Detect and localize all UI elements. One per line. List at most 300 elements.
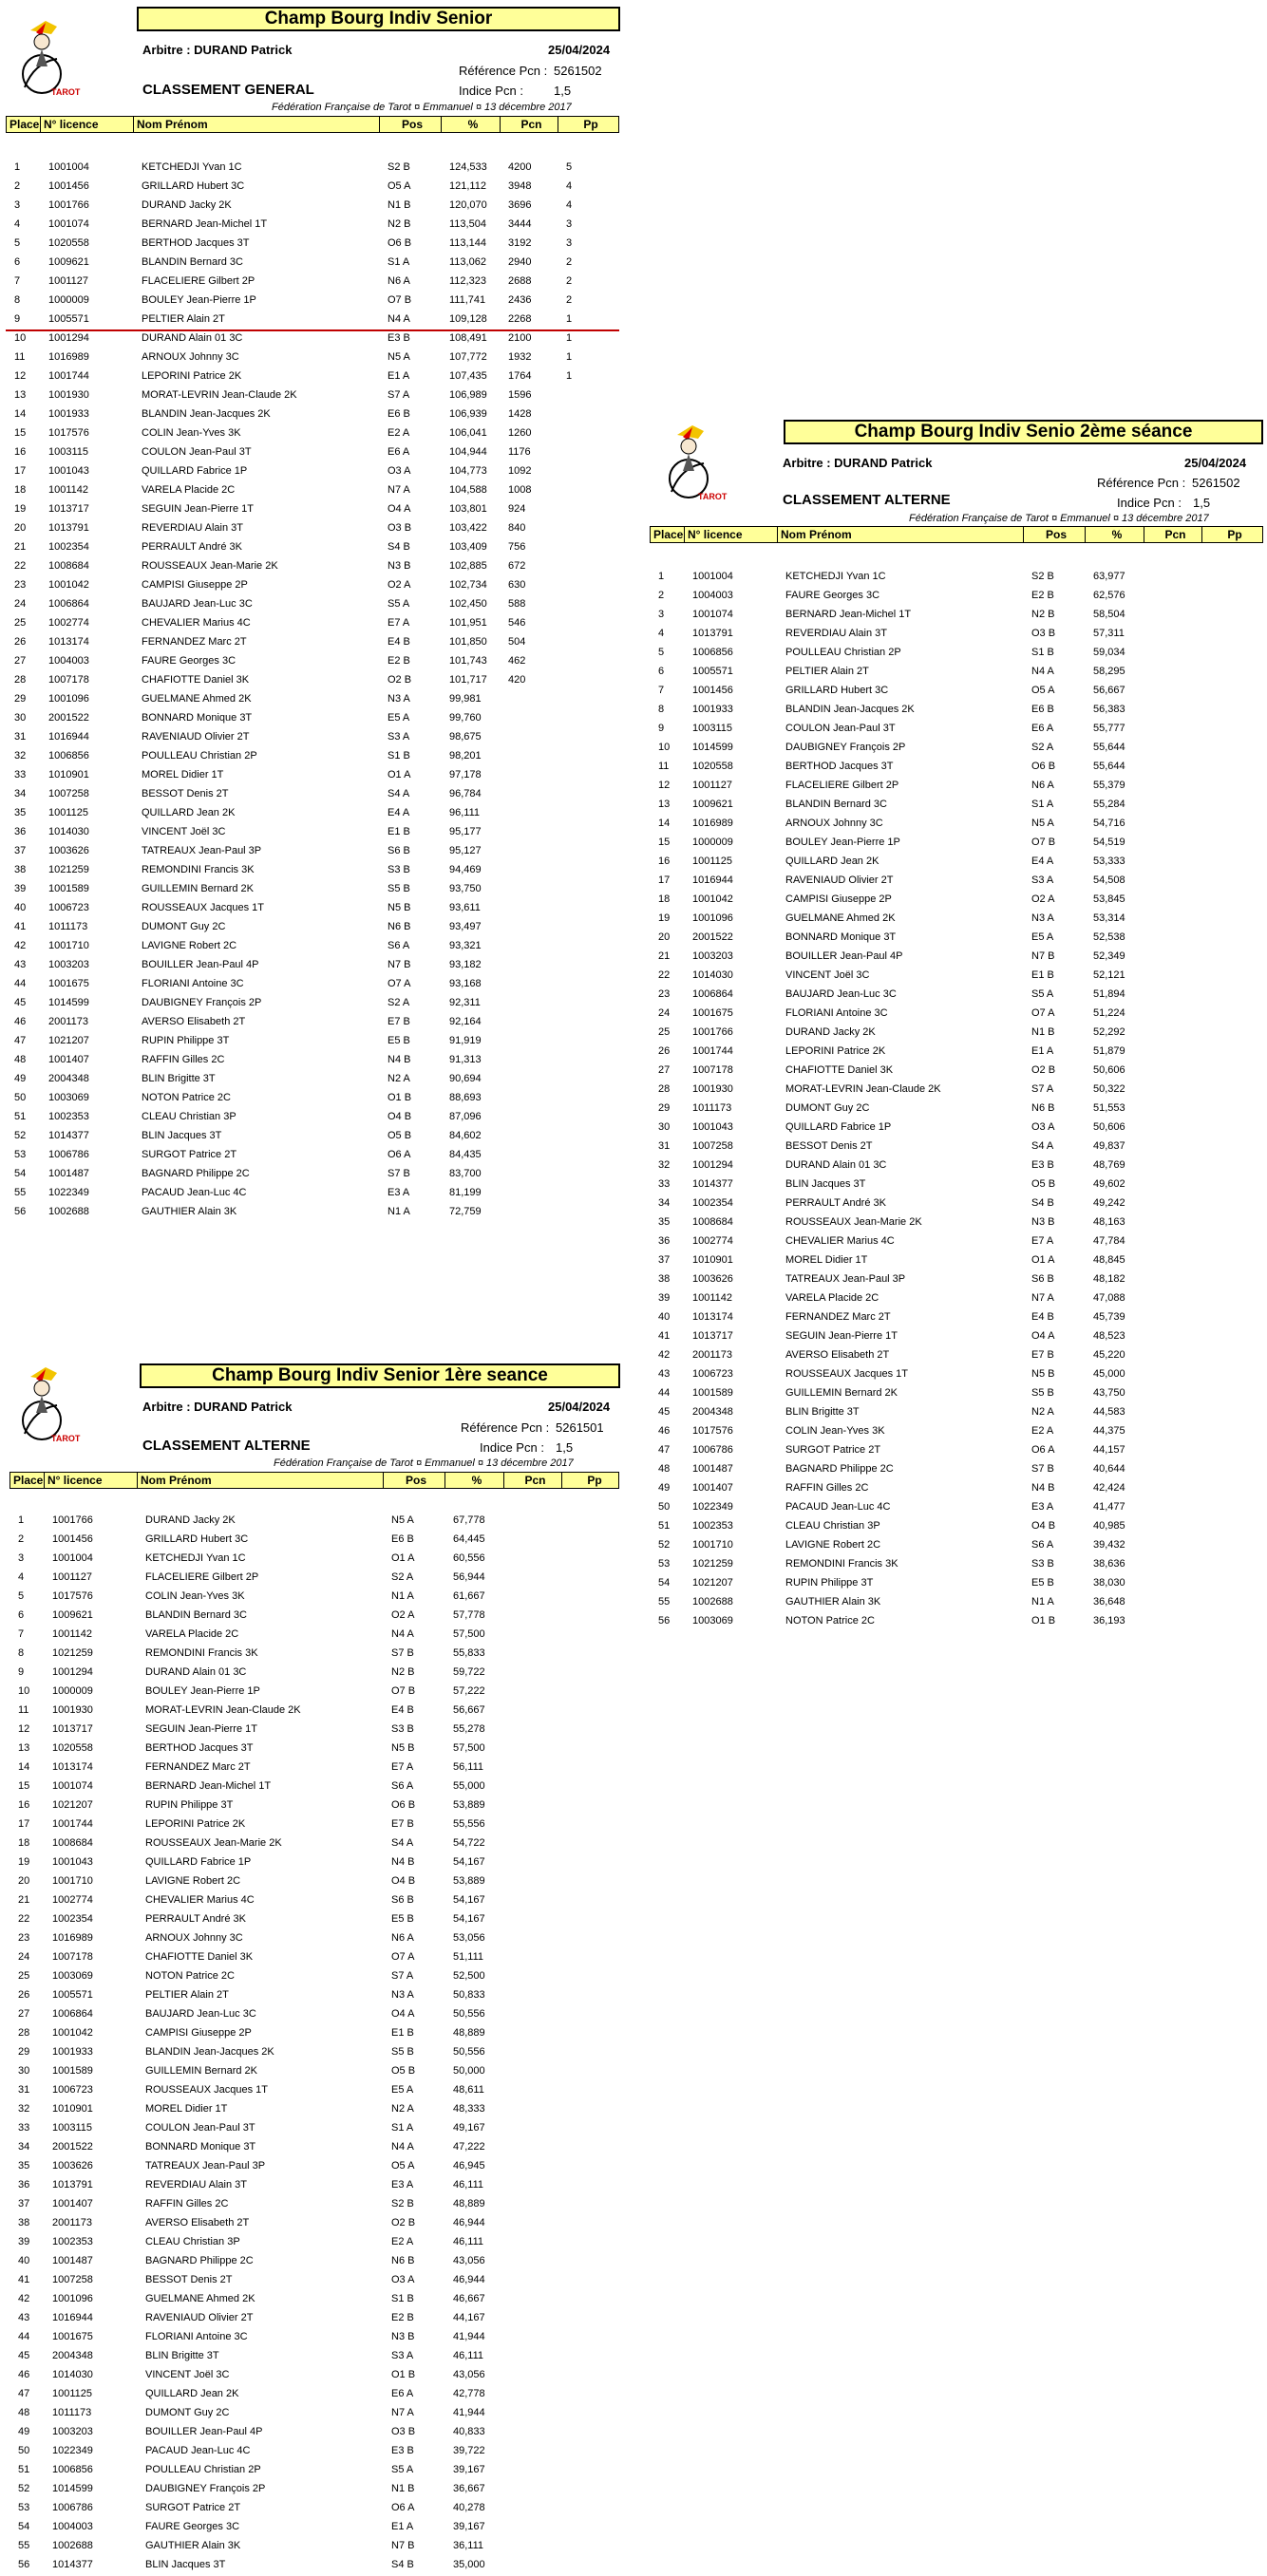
cell-licence: 1022349 (48, 1187, 89, 1198)
table-row (9, 2499, 623, 2518)
cell-place: 29 (18, 2046, 30, 2058)
cell-pos: E4 B (388, 636, 410, 648)
column-separator (1201, 527, 1202, 542)
cell-pos: S7 A (391, 1970, 414, 1982)
cell-licence: 1013791 (52, 2179, 93, 2191)
cell-licence: 1017576 (692, 1425, 733, 1437)
cell-pos: O1 A (391, 1552, 415, 1564)
cell-licence: 1003626 (52, 2160, 93, 2172)
cell-pct: 107,772 (449, 351, 487, 363)
cell-licence: 1001004 (52, 1552, 93, 1564)
cell-licence: 1002774 (692, 1235, 733, 1247)
cell-pos: S1 B (1031, 647, 1054, 658)
cell-pos: E4 B (391, 1704, 414, 1716)
cell-place: 30 (658, 1121, 671, 1133)
cell-licence: 1001407 (48, 1054, 89, 1065)
cell-pct: 92,311 (449, 997, 481, 1008)
cell-pcn: 1428 (508, 408, 532, 420)
cell-nom: REMONDINI Francis 3K (142, 864, 255, 875)
cell-pos: N7 B (1031, 950, 1055, 962)
cell-pos: E5 A (391, 2084, 414, 2096)
cell-place: 26 (14, 636, 27, 648)
cell-pos: O2 B (391, 2217, 416, 2228)
cell-nom: FLACELIERE Gilbert 2P (142, 275, 255, 287)
table-row (6, 538, 619, 557)
cell-pcn: 1260 (508, 427, 532, 439)
cell-pos: S4 B (391, 2559, 414, 2570)
cell-licence: 1003069 (692, 1615, 733, 1626)
table-row (9, 2081, 623, 2100)
cell-pct: 46,111 (453, 2236, 484, 2247)
table-row (650, 1517, 1263, 1536)
cell-place: 27 (658, 1064, 671, 1076)
cell-pct: 53,056 (453, 1932, 485, 1944)
cell-place: 30 (18, 2065, 30, 2077)
table-row (9, 1739, 623, 1758)
cell-pp: 1 (566, 313, 573, 325)
cell-licence: 1001142 (48, 484, 89, 496)
cell-licence: 1021207 (48, 1035, 89, 1046)
cell-place: 51 (14, 1111, 27, 1122)
cell-nom: BAUJARD Jean-Luc 3C (142, 598, 253, 610)
column-header-pp: Pp (583, 118, 598, 131)
table-row (6, 614, 619, 633)
cell-licence: 1001004 (692, 571, 733, 582)
cell-place: 23 (18, 1932, 30, 1944)
cell-pp: 2 (566, 275, 573, 287)
cell-pct: 94,469 (449, 864, 482, 875)
cell-pos: N4 A (391, 1628, 414, 1640)
table-row (6, 690, 619, 709)
cell-licence: 1001127 (692, 780, 733, 791)
cell-pos: S5 A (1031, 988, 1054, 1000)
table-row (9, 2518, 623, 2537)
cell-nom: CLEAU Christian 3P (785, 1520, 880, 1532)
cell-pct: 40,833 (453, 2426, 485, 2437)
cell-licence: 2004348 (52, 2350, 93, 2361)
cell-pct: 52,349 (1093, 950, 1125, 962)
seance2-indice-label: Indice Pcn : (1117, 496, 1182, 510)
cell-nom: FERNANDEZ Marc 2T (785, 1311, 891, 1323)
table-row (650, 1232, 1263, 1251)
cell-pct: 104,944 (449, 446, 487, 458)
column-header-pct: % (1111, 528, 1123, 541)
cell-nom: KETCHEDJI Yvan 1C (145, 1552, 246, 1564)
cell-licence: 1014377 (692, 1178, 733, 1190)
cell-pct: 48,889 (453, 2198, 485, 2209)
cell-licence: 1001456 (48, 180, 89, 192)
cell-nom: SEGUIN Jean-Pierre 1T (142, 503, 254, 515)
table-row (6, 1051, 619, 1070)
cell-nom: BLANDIN Jean-Jacques 2K (145, 2046, 274, 2058)
cell-place: 50 (658, 1501, 671, 1513)
cell-pct: 62,576 (1093, 590, 1125, 601)
cell-pct: 57,778 (453, 1609, 485, 1621)
cell-pcn: 546 (508, 617, 526, 629)
cell-place: 8 (658, 704, 665, 715)
cell-place: 3 (14, 199, 21, 211)
cell-licence: 1013717 (52, 1723, 93, 1735)
cell-pct: 93,750 (449, 883, 482, 894)
cell-licence: 1002353 (48, 1111, 89, 1122)
cell-nom: FLACELIERE Gilbert 2P (145, 1571, 259, 1583)
cell-pct: 49,837 (1093, 1140, 1125, 1152)
cell-licence: 1014599 (692, 742, 733, 753)
cell-licence: 1001074 (52, 1780, 93, 1792)
cell-pct: 40,644 (1093, 1463, 1125, 1475)
cell-pct: 93,611 (449, 902, 481, 913)
cell-pct: 108,491 (449, 332, 487, 344)
cell-pct: 53,889 (453, 1799, 485, 1811)
cell-licence: 1001125 (48, 807, 89, 818)
cell-pct: 93,182 (449, 959, 482, 970)
table-row (650, 644, 1263, 663)
cell-nom: BLIN Jacques 3T (145, 2559, 226, 2570)
cell-place: 42 (18, 2293, 30, 2304)
cell-pct: 101,717 (449, 674, 487, 686)
cell-nom: CAMPISI Giuseppe 2P (145, 2027, 252, 2039)
cell-nom: RUPIN Philippe 3T (785, 1577, 874, 1589)
cell-place: 34 (14, 788, 27, 799)
cell-pcn: 2688 (508, 275, 532, 287)
cell-pos: E5 A (388, 712, 410, 724)
cell-pp: 1 (566, 332, 573, 344)
cell-licence: 2001522 (52, 2141, 93, 2153)
table-row (650, 872, 1263, 891)
cell-pos: N6 A (1031, 780, 1054, 791)
cell-pcn: 1008 (508, 484, 532, 496)
cell-licence: 1001043 (52, 1856, 93, 1868)
cell-licence: 1003203 (52, 2426, 93, 2437)
cell-licence: 1001710 (692, 1539, 733, 1551)
cell-licence: 1004003 (48, 655, 89, 667)
table-row (9, 2290, 623, 2309)
cell-nom: FERNANDEZ Marc 2T (145, 1761, 251, 1773)
cell-pos: O5 B (391, 2065, 416, 2077)
cell-nom: FLORIANI Antoine 3C (145, 2331, 248, 2342)
cell-pcn: 1176 (508, 446, 531, 458)
cell-place: 1 (18, 1514, 25, 1526)
table-row (9, 1720, 623, 1739)
cell-pct: 51,894 (1093, 988, 1125, 1000)
cell-place: 22 (18, 1913, 30, 1925)
table-row (6, 595, 619, 614)
cell-place: 8 (14, 294, 21, 306)
general-title: Champ Bourg Indiv Senior (137, 7, 620, 31)
cell-place: 8 (18, 1647, 25, 1659)
cell-pos: O3 A (391, 2274, 415, 2285)
tarot-logo (660, 422, 728, 507)
cell-pct: 93,321 (449, 940, 482, 951)
cell-licence: 1002688 (52, 2540, 93, 2551)
table-row (9, 1607, 623, 1626)
cell-pct: 91,919 (449, 1035, 482, 1046)
cell-pos: S4 B (1031, 1197, 1054, 1209)
cell-pcn: 1596 (508, 389, 532, 401)
cell-licence: 1006856 (48, 750, 89, 762)
table-row (6, 1165, 619, 1184)
table-row (9, 1664, 623, 1683)
cell-place: 39 (658, 1292, 671, 1304)
table-row (650, 948, 1263, 967)
cell-place: 50 (18, 2445, 30, 2456)
table-row (6, 956, 619, 975)
cell-pos: N7 B (388, 959, 411, 970)
cell-nom: PERRAULT André 3K (785, 1197, 886, 1209)
cell-pos: S6 A (388, 940, 410, 951)
cell-nom: BLANDIN Bernard 3C (145, 1609, 247, 1621)
cell-nom: MORAT-LEVRIN Jean-Claude 2K (145, 1704, 301, 1716)
cell-licence: 1003203 (692, 950, 733, 962)
cell-pct: 55,556 (453, 1818, 485, 1830)
cell-place: 29 (14, 693, 27, 705)
table-row (6, 500, 619, 519)
cell-nom: SURGOT Patrice 2T (785, 1444, 881, 1456)
cell-place: 3 (18, 1552, 25, 1564)
cell-nom: RUPIN Philippe 3T (142, 1035, 230, 1046)
cell-nom: POULLEAU Christian 2P (142, 750, 257, 762)
cell-licence: 1001930 (692, 1083, 733, 1095)
cell-pos: E1 A (388, 370, 410, 382)
cell-pos: E3 A (1031, 1501, 1054, 1513)
seance2-classement: CLASSEMENT ALTERNE (783, 492, 951, 508)
cell-pos: O5 A (1031, 685, 1055, 696)
cell-place: 54 (14, 1168, 27, 1179)
general-date: 25/04/2024 (548, 43, 611, 57)
table-row (6, 880, 619, 899)
cell-pct: 57,500 (453, 1628, 485, 1640)
cell-place: 41 (14, 921, 27, 932)
cell-pct: 54,167 (453, 1894, 485, 1906)
cell-pos: E4 B (1031, 1311, 1054, 1323)
cell-licence: 1008684 (692, 1216, 733, 1228)
cell-pp: 1 (566, 351, 573, 363)
table-row (6, 576, 619, 595)
cell-nom: GUILLEMIN Bernard 2K (785, 1387, 898, 1399)
qualification-separator (6, 329, 619, 331)
cell-licence: 1006723 (692, 1368, 733, 1380)
table-row (650, 568, 1263, 587)
cell-pos: N5 A (388, 351, 410, 363)
cell-place: 40 (18, 2255, 30, 2266)
cell-place: 38 (14, 864, 27, 875)
cell-licence: 1001766 (692, 1026, 733, 1038)
cell-pos: S1 B (388, 750, 410, 762)
cell-place: 42 (14, 940, 27, 951)
cell-licence: 1004003 (52, 2521, 93, 2532)
table-row (9, 1512, 623, 1531)
table-row (6, 937, 619, 956)
cell-pct: 56,944 (453, 1571, 485, 1583)
table-row (9, 2195, 623, 2214)
cell-pct: 45,000 (1093, 1368, 1125, 1380)
cell-place: 15 (658, 837, 671, 848)
table-row (650, 1156, 1263, 1175)
cell-nom: CHAFIOTTE Daniel 3K (785, 1064, 894, 1076)
cell-pos: O3 B (388, 522, 412, 534)
cell-pos: O4 B (391, 1875, 416, 1887)
cell-licence: 1021207 (692, 1577, 733, 1589)
column-separator (133, 117, 134, 132)
cell-pct: 56,111 (453, 1761, 484, 1773)
cell-licence: 1006786 (48, 1149, 89, 1160)
cell-place: 32 (658, 1159, 671, 1171)
table-row (650, 1498, 1263, 1517)
cell-place: 22 (14, 560, 27, 572)
cell-nom: BONNARD Monique 3T (145, 2141, 256, 2153)
cell-pct: 102,450 (449, 598, 487, 610)
cell-pct: 54,167 (453, 1856, 485, 1868)
column-header-pcn: Pcn (524, 1474, 546, 1487)
cell-licence: 2004348 (48, 1073, 89, 1084)
cell-pcn: 924 (508, 503, 526, 515)
cell-pos: S7 B (388, 1168, 410, 1179)
cell-licence: 1001294 (52, 1666, 93, 1678)
cell-nom: BERTHOD Jacques 3T (785, 761, 894, 772)
seance2-block (649, 418, 1267, 1652)
cell-licence: 1003115 (48, 446, 89, 458)
cell-place: 45 (18, 2350, 30, 2361)
cell-pct: 103,409 (449, 541, 487, 553)
cell-place: 43 (18, 2312, 30, 2323)
table-row (6, 671, 619, 690)
cell-pct: 54,722 (453, 1837, 485, 1849)
cell-place: 18 (14, 484, 27, 496)
table-row (9, 2442, 623, 2461)
cell-pct: 107,435 (449, 370, 487, 382)
cell-pos: E2 B (1031, 590, 1054, 601)
cell-licence: 1001933 (48, 408, 89, 420)
cell-pct: 53,845 (1093, 893, 1125, 905)
cell-licence: 1017576 (52, 1590, 93, 1602)
cell-place: 21 (658, 950, 671, 962)
cell-nom: VINCENT Joël 3C (785, 969, 870, 981)
table-row (650, 815, 1263, 834)
cell-licence: 1003069 (52, 1970, 93, 1982)
cell-pct: 53,314 (1093, 912, 1125, 924)
cell-nom: PACAUD Jean-Luc 4C (145, 2445, 251, 2456)
cell-pos: N6 B (388, 921, 411, 932)
cell-nom: GUELMANE Ahmed 2K (142, 693, 252, 705)
cell-nom: CLEAU Christian 3P (142, 1111, 236, 1122)
cell-nom: PERRAULT André 3K (145, 1913, 246, 1925)
cell-nom: RAFFIN Gilles 2C (785, 1482, 869, 1494)
cell-pct: 96,784 (449, 788, 482, 799)
table-row (650, 834, 1263, 853)
cell-nom: BERTHOD Jacques 3T (142, 237, 250, 249)
cell-pos: N4 A (391, 2141, 414, 2153)
cell-nom: BLIN Jacques 3T (785, 1178, 866, 1190)
cell-licence: 1007258 (692, 1140, 733, 1152)
cell-licence: 1001930 (48, 389, 89, 401)
cell-nom: QUILLARD Jean 2K (142, 807, 236, 818)
cell-pos: N2 B (1031, 609, 1055, 620)
cell-pct: 47,088 (1093, 1292, 1125, 1304)
cell-pct: 84,435 (449, 1149, 482, 1160)
cell-pct: 38,636 (1093, 1558, 1125, 1570)
cell-licence: 1009621 (52, 1609, 93, 1621)
table-row (9, 2461, 623, 2480)
cell-place: 34 (658, 1197, 671, 1209)
cell-pct: 56,383 (1093, 704, 1125, 715)
cell-pcn: 1092 (508, 465, 532, 477)
cell-nom: BLANDIN Jean-Jacques 2K (785, 704, 915, 715)
cell-pos: O4 B (388, 1111, 412, 1122)
table-row (9, 1702, 623, 1720)
table-row (9, 1948, 623, 1967)
column-separator (777, 527, 778, 542)
cell-pos: N3 B (1031, 1216, 1055, 1228)
cell-pct: 88,693 (449, 1092, 482, 1103)
cell-place: 42 (658, 1349, 671, 1361)
cell-pct: 51,224 (1093, 1007, 1125, 1019)
cell-pct: 50,606 (1093, 1064, 1125, 1076)
table-row (9, 1853, 623, 1872)
cell-licence: 1001294 (692, 1159, 733, 1171)
cell-pos: E1 B (391, 2027, 414, 2039)
cell-nom: GUELMANE Ahmed 2K (785, 912, 896, 924)
cell-pct: 46,667 (453, 2293, 485, 2304)
cell-pct: 59,034 (1093, 647, 1125, 658)
cell-pct: 44,157 (1093, 1444, 1125, 1456)
table-row (650, 1384, 1263, 1403)
cell-nom: ROUSSEAUX Jean-Marie 2K (785, 1216, 922, 1228)
table-row (650, 891, 1263, 910)
cell-nom: KETCHEDJI Yvan 1C (785, 571, 886, 582)
cell-pos: E1 A (1031, 1045, 1054, 1057)
cell-pcn: 462 (508, 655, 526, 667)
cell-pos: N2 B (388, 218, 411, 230)
cell-pp: 2 (566, 256, 573, 268)
cell-pcn: 3192 (508, 237, 532, 249)
cell-licence: 1001096 (692, 912, 733, 924)
table-row (6, 1203, 619, 1222)
table-row (6, 254, 619, 273)
cell-pcn: 2940 (508, 256, 532, 268)
cell-pct: 99,760 (449, 712, 482, 724)
cell-licence: 1001127 (52, 1571, 93, 1583)
cell-pos: S3 B (1031, 1558, 1054, 1570)
cell-nom: FERNANDEZ Marc 2T (142, 636, 247, 648)
table-row (6, 823, 619, 842)
cell-place: 40 (658, 1311, 671, 1323)
cell-nom: DURAND Alain 01 3C (145, 1666, 247, 1678)
table-row (9, 2024, 623, 2043)
cell-nom: REMONDINI Francis 3K (145, 1647, 258, 1659)
cell-pos: S4 A (391, 1837, 414, 1849)
cell-pct: 39,432 (1093, 1539, 1125, 1551)
cell-licence: 1006864 (692, 988, 733, 1000)
cell-pos: E6 A (391, 2388, 414, 2399)
table-row (6, 747, 619, 766)
cell-pos: N1 A (388, 1206, 410, 1217)
cell-place: 24 (14, 598, 27, 610)
seance1-reference-value: 5261501 (556, 1420, 604, 1435)
cell-pos: N6 A (388, 275, 410, 287)
cell-nom: CAMPISI Giuseppe 2P (785, 893, 892, 905)
cell-place: 40 (14, 902, 27, 913)
cell-place: 12 (658, 780, 671, 791)
table-row (6, 367, 619, 386)
cell-place: 50 (14, 1092, 27, 1103)
table-row (6, 633, 619, 652)
cell-pos: S5 B (388, 883, 410, 894)
column-header-nom: Nom Prénom (137, 118, 208, 131)
cell-licence: 1022349 (692, 1501, 733, 1513)
cell-place: 55 (14, 1187, 27, 1198)
cell-place: 25 (658, 1026, 671, 1038)
cell-nom: GUELMANE Ahmed 2K (145, 2293, 255, 2304)
